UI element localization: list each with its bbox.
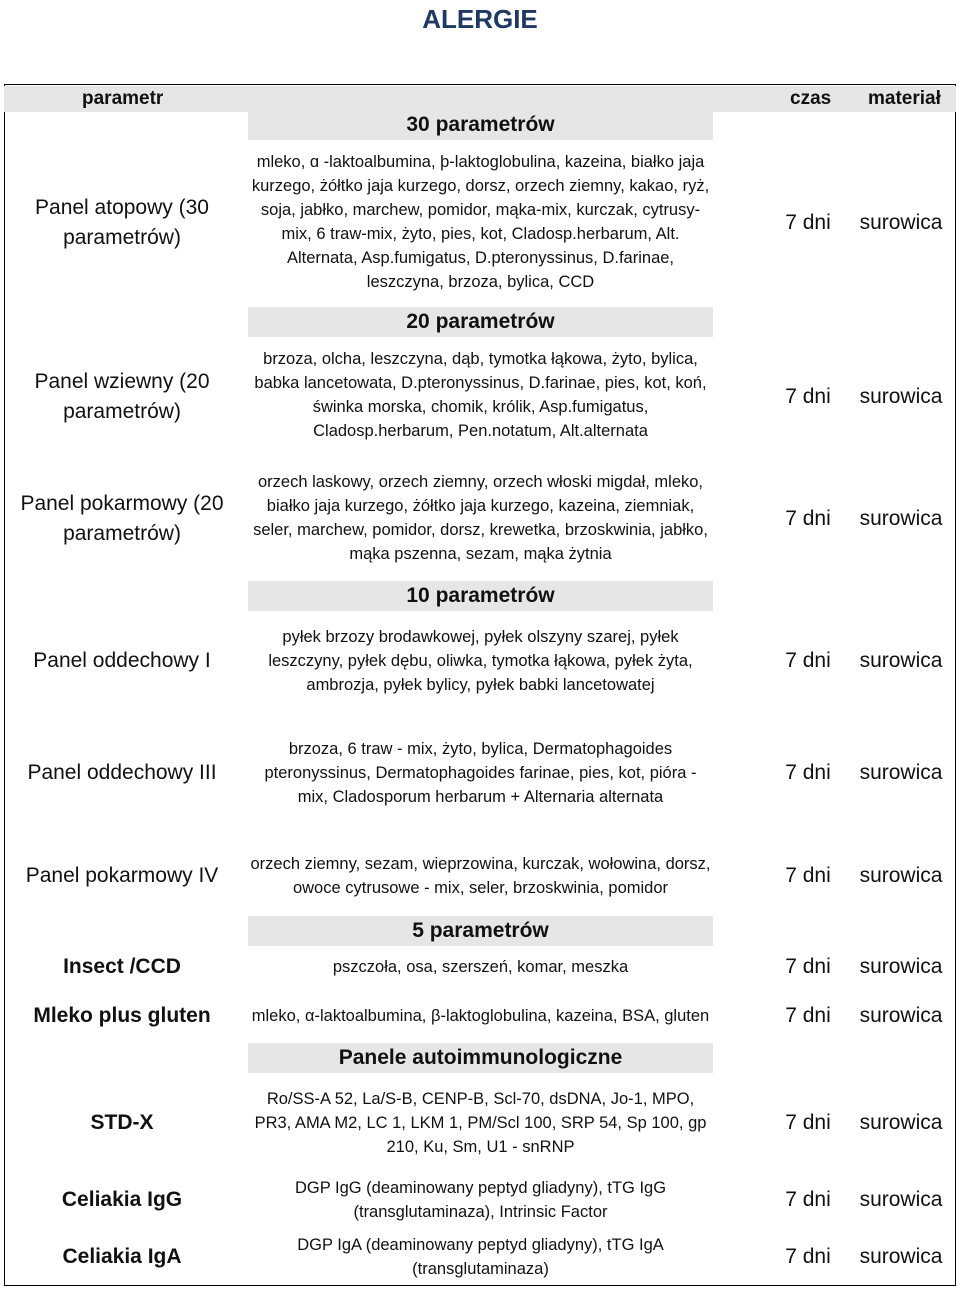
header-czas: czas (790, 88, 832, 109)
row-time-panel-pokarmowy-iv: 7 dni (785, 864, 831, 887)
row-desc-panel-oddechowy-i: pyłek brzozy brodawkowej, pyłek olszyny szarej, pyłek leszczyny, pyłek dębu, oliwka, tymotka łąkowa, pyłek żyta, ambrozja, pyłek bylicy, pyłek babki lancetowatej (268, 628, 693, 694)
row-desc-celiakia-iga: DGP IgA (deaminowany peptyd gliadyny), tTG IgA (transglutaminaza) (297, 1236, 664, 1278)
row-desc-mleko-plus-gluten: mleko, α-laktoalbumina, β-laktoglobulina, kazeina, BSA, gluten (251, 1007, 710, 1025)
group-header-autoimmune: Panele autoimmunologiczne (248, 1043, 713, 1073)
group-header-5: 5 parametrów (248, 916, 713, 946)
row-name-mleko-plus-gluten: Mleko plus gluten (33, 1004, 211, 1027)
row-desc-celiakia-igg: DGP IgG (deaminowany peptyd gliadyny), tTG IgG (transglutaminaza), Intrinsic Factor (294, 1179, 667, 1221)
row-material-celiakia-igg: surowica (859, 1188, 943, 1211)
row-desc-panel-pokarmowy-iv: orzech ziemny, sezam, wieprzowina, kurczak, wołowina, dorsz, owoce cytrusowe - mix, seler, brzoskwinia, pomidor (250, 855, 711, 897)
row-time-panel-oddechowy-iii: 7 dni (785, 761, 831, 784)
table-header (4, 86, 956, 112)
header-parametr: parametr (82, 88, 164, 109)
row-time-insect-ccd: 7 dni (785, 955, 831, 978)
row-material-panel-wziewny: surowica (859, 385, 943, 408)
row-name-celiakia-iga: Celiakia IgA (62, 1245, 182, 1268)
row-material-panel-atopowy: surowica (859, 211, 943, 234)
row-time-panel-oddechowy-i: 7 dni (785, 649, 831, 672)
row-name-panel-oddechowy-i: Panel oddechowy I (33, 649, 211, 672)
row-material-panel-pokarmowy: surowica (859, 507, 943, 530)
row-time-std-x: 7 dni (785, 1111, 831, 1134)
group-header-30: 30 parametrów (248, 110, 713, 140)
row-time-panel-atopowy: 7 dni (785, 211, 831, 234)
row-name-panel-wziewny: Panel wziewny (20 parametrów) (34, 370, 210, 423)
row-time-panel-wziewny: 7 dni (785, 385, 831, 408)
group-header-20: 20 parametrów (248, 307, 713, 337)
row-name-celiakia-igg: Celiakia IgG (61, 1188, 183, 1211)
row-material-panel-pokarmowy-iv: surowica (859, 864, 943, 887)
row-name-std-x: STD-X (90, 1111, 154, 1134)
row-desc-insect-ccd: pszczoła, osa, szerszeń, komar, meszka (332, 958, 629, 976)
row-name-panel-pokarmowy-iv: Panel pokarmowy IV (25, 864, 219, 887)
row-material-mleko-plus-gluten: surowica (859, 1004, 943, 1027)
row-desc-panel-atopowy: mleko, ɑ -laktoalbumina, þ-laktoglobulina, kazeina, białko jaja kurzego, żółtko jaja kurzego, dorsz, orzech ziemny, kakao, ryż, soja, jabłko, marchew, pomidor, mąka-mix, kurczak, cytrusy-mix, 6 traw-mix, żyto, pies, kot, Cladosp.herbarum, Alt. Alternata, Asp.fumigatus, D.pteronyssinus, D.farinae, leszczyna, brzoza, bylica, CCD (251, 153, 710, 291)
header-material: materiał (868, 88, 941, 109)
row-desc-std-x: Ro/SS-A 52, La/S-B, CENP-B, Scl-70, dsDNA, Jo-1, MPO, PR3, AMA M2, LC 1, LKM 1, PM/Scl 100, SRP 54, Sp 100, gp 210, Ku, Sm, U1 - snRNP (254, 1090, 707, 1156)
row-time-celiakia-iga: 7 dni (785, 1245, 831, 1268)
row-desc-panel-wziewny: brzoza, olcha, leszczyna, dąb, tymotka łąkowa, żyto, bylica, babka lancetowata, D.pteronyssinus, D.farinae, pies, kot, koń, świnka morska, chomik, królik, Asp.fumigatus, Cladosp.herbarum, Pen.notatum, Alt.alternata (254, 350, 707, 440)
row-name-panel-atopowy: Panel atopowy (30 parametrów) (35, 196, 209, 249)
row-material-insect-ccd: surowica (859, 955, 943, 978)
row-material-panel-oddechowy-i: surowica (859, 649, 943, 672)
row-material-celiakia-iga: surowica (859, 1245, 943, 1268)
row-desc-panel-pokarmowy: orzech laskowy, orzech ziemny, orzech włoski migdał, mleko, białko jaja kurzego, żółtko jaja kurzego, kazeina, ziemniak, seler, marchew, pomidor, dorsz, krewetka, brzoskwinia, jabłko, mąka pszenna, sezam, mąka żytnia (253, 473, 708, 563)
row-time-mleko-plus-gluten: 7 dni (785, 1004, 831, 1027)
row-material-std-x: surowica (859, 1111, 943, 1134)
row-name-insect-ccd: Insect /CCD (63, 955, 181, 978)
row-name-panel-oddechowy-iii: Panel oddechowy III (27, 761, 217, 784)
group-header-10: 10 parametrów (248, 581, 713, 611)
page-title: ALERGIE (422, 4, 538, 34)
row-time-panel-pokarmowy: 7 dni (785, 507, 831, 530)
row-name-panel-pokarmowy: Panel pokarmowy (20 parametrów) (20, 492, 224, 545)
row-material-panel-oddechowy-iii: surowica (859, 761, 943, 784)
row-time-celiakia-igg: 7 dni (785, 1188, 831, 1211)
row-desc-panel-oddechowy-iii: brzoza, 6 traw - mix, żyto, bylica, Dermatophagoides pteronyssinus, Dermatophagoides farinae, pies, kot, pióra - mix, Cladosporum herbarum + Alternaria alternata (264, 740, 697, 806)
